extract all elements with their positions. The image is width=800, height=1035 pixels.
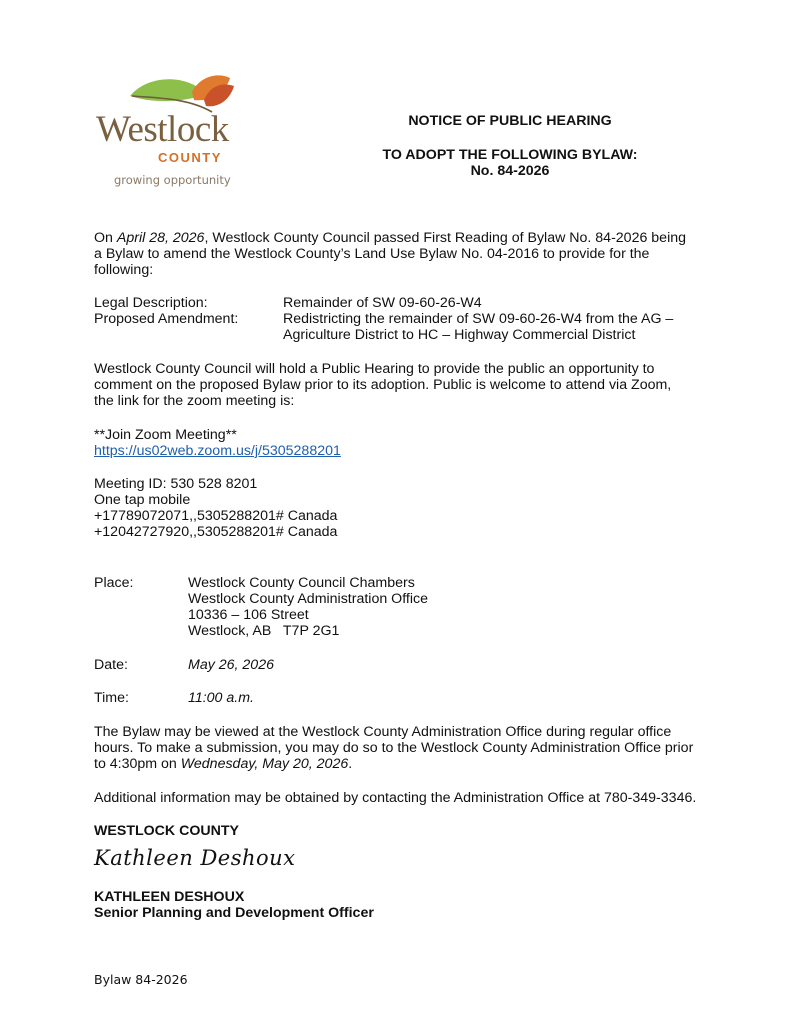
place-line-1: Westlock County Council Chambers: [188, 575, 415, 591]
signatory-role: Senior Planning and Development Officer: [94, 905, 374, 921]
hearing-time: 11:00 a.m.: [188, 690, 254, 706]
place-line-3: 10336 – 106 Street: [188, 607, 309, 623]
place-label: Place:: [94, 575, 134, 591]
proposed-amendment-line-1: Redistricting the remainder of SW 09-60-26-W4 from the AG –: [283, 311, 674, 327]
notice-title: NOTICE OF PUBLIC HEARING: [408, 113, 612, 129]
zoom-link-row: [94, 443, 714, 460]
legal-description-label: Legal Description:: [94, 295, 208, 311]
zoom-link[interactable]: https://us02web.zoom.us/j/5305288201: [94, 443, 341, 459]
intro-prefix: On: [94, 230, 117, 246]
time-label: Time:: [94, 690, 129, 706]
intro-line-3: following:: [94, 262, 154, 278]
page-footer: Bylaw 84-2026: [94, 972, 188, 987]
one-tap-mobile: One tap mobile: [94, 492, 191, 508]
signatory-name: KATHLEEN DESHOUX: [94, 889, 245, 905]
phone-number-2: +12042727920,,5305288201# Canada: [94, 524, 338, 540]
viewing-line-2: hours. To make a submission, you may do so to the Westlock County Administration Office prior: [94, 740, 694, 756]
zoom-heading: **Join Zoom Meeting**: [94, 427, 237, 443]
place-line-2: Westlock County Administration Office: [188, 591, 428, 607]
hearing-line-2: comment on the proposed Bylaw prior to its adoption. Public is welcome to attend via Zoom,: [94, 377, 672, 393]
viewing-line-1: The Bylaw may be viewed at the Westlock County Administration Office during regular office: [94, 724, 672, 740]
submission-deadline: Wednesday, May 20, 2026: [180, 756, 349, 772]
viewing-line-3: [94, 756, 714, 773]
phone-number-1: +17789072071,,5305288201# Canada: [94, 508, 338, 524]
westlock-county-logo: [88, 72, 268, 192]
logo-wordmark: Westlock: [96, 109, 229, 150]
bylaw-number: No. 84-2026: [470, 163, 550, 179]
signoff-org: WESTLOCK COUNTY: [94, 823, 240, 839]
first-reading-date: April 28, 2026: [116, 230, 205, 246]
logo-tagline: growing opportunity: [114, 173, 231, 187]
logo-county: COUNTY: [158, 150, 222, 165]
additional-info: Additional information may be obtained by contacting the Administration Office at 780-349-3346.: [94, 790, 697, 806]
intro-line-2: a Bylaw to amend the Westlock County’s Land Use Bylaw No. 04-2016 to provide for the: [94, 246, 650, 262]
hearing-line-1: Westlock County Council will hold a Public Hearing to provide the public an opportunity to: [94, 361, 655, 377]
intro-rest: , Westlock County Council passed First Reading of Bylaw No. 84-2026 being: [204, 230, 687, 246]
date-label: Date:: [94, 657, 128, 673]
proposed-amendment-line-2: Agriculture District to HC – Highway Commercial District: [283, 327, 636, 343]
bylaw-subtitle: TO ADOPT THE FOLLOWING BYLAW:: [382, 147, 638, 163]
viewing-prefix: to 4:30pm on: [94, 756, 181, 772]
legal-description-value: Remainder of SW 09-60-26-W4: [283, 295, 482, 311]
viewing-suffix: .: [348, 756, 353, 772]
signature: Kathleen Deshoux: [94, 846, 296, 870]
intro-line-1: [94, 230, 714, 247]
place-line-4: Westlock, AB T7P 2G1: [188, 623, 340, 639]
proposed-amendment-label: Proposed Amendment:: [94, 311, 239, 327]
meeting-id: Meeting ID: 530 528 8201: [94, 476, 258, 492]
hearing-date: May 26, 2026: [188, 657, 274, 673]
hearing-line-3: the link for the zoom meeting is:: [94, 393, 295, 409]
